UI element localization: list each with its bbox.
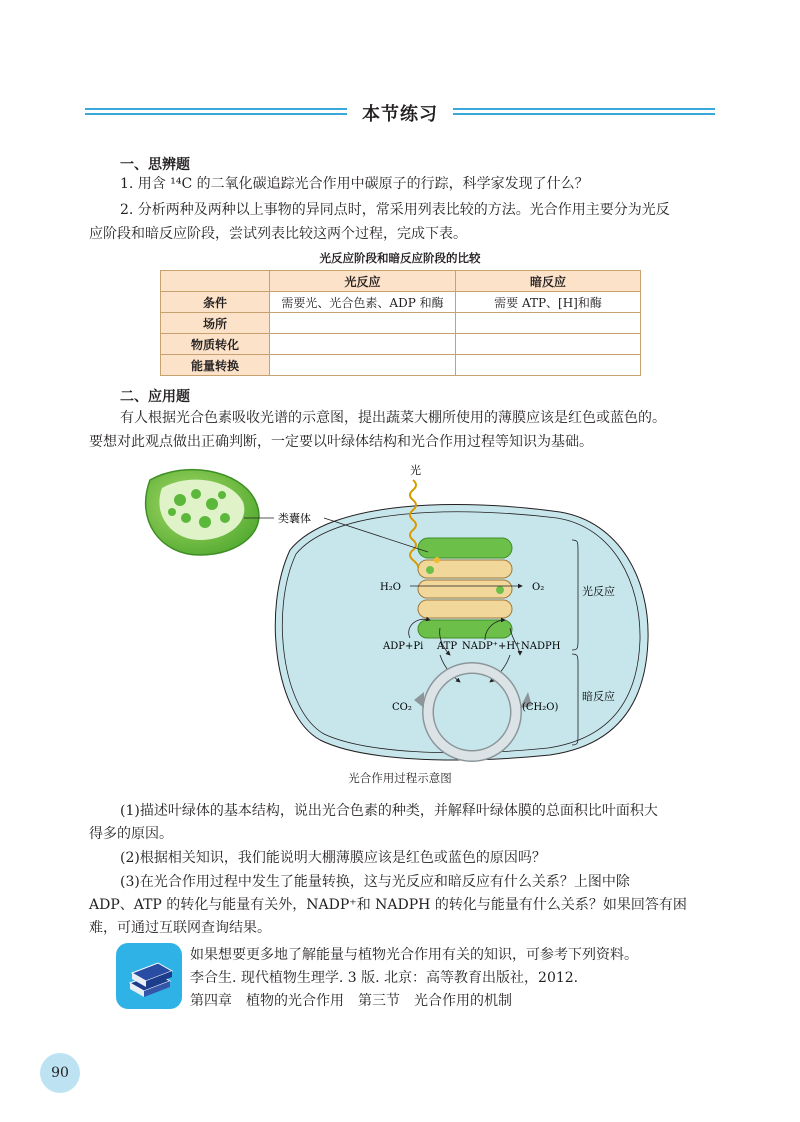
reference-line2: 李合生. 现代植物生理学. 3 版. 北京：高等教育出版社，2012. xyxy=(190,970,579,986)
app-question-3-line1: (3)在光合作用过程中发生了能量转换，这与光反应和暗反应有什么关系？上图中除 xyxy=(120,874,630,890)
page-number: 90 xyxy=(40,1053,80,1093)
label-nadph: NADPH xyxy=(521,641,561,652)
cell-dark xyxy=(456,355,641,376)
comparison-table xyxy=(160,270,641,376)
question-2-line1: 2. 分析两种及两种以上事物的异同点时，常采用列表比较的方法。光合作用主要分为光反 xyxy=(120,202,670,218)
label-thylakoid: 类囊体 xyxy=(278,512,311,525)
part2-intro-line1: 有人根据光合色素吸收光谱的示意图，提出蔬菜大棚所使用的薄膜应该是红色或蓝色的。 xyxy=(120,410,666,426)
label-dark-reaction: 暗反应 xyxy=(582,690,615,703)
part2-heading: 二、应用题 xyxy=(120,389,190,405)
table-header-row xyxy=(161,271,641,292)
table-header-empty xyxy=(161,271,270,292)
label-ch2o: (CH₂O) xyxy=(522,702,559,713)
section-rule-right xyxy=(453,108,715,117)
table-row xyxy=(161,334,641,355)
table-row xyxy=(161,355,641,376)
part1-heading: 一、思辨题 xyxy=(120,157,190,173)
cell-dark: 需要 ATP、[H]和酶 xyxy=(456,292,641,313)
chloroplast-icon xyxy=(146,470,259,555)
cell-dark xyxy=(456,313,641,334)
app-question-3-line3: 难，可通过互联网查询结果。 xyxy=(89,920,271,936)
label-adp-pi: ADP+Pi xyxy=(383,641,424,652)
row-label: 物质转化 xyxy=(161,334,270,355)
row-label: 条件 xyxy=(161,292,270,313)
reference-line1: 如果想要更多地了解能量与植物光合作用有关的知识，可参考下列资料。 xyxy=(190,947,638,963)
part2-intro-line2: 要想对此观点做出正确判断，一定要以叶绿体结构和光合作用过程等知识为基础。 xyxy=(89,434,593,450)
table-row xyxy=(161,313,641,334)
cell-light xyxy=(270,313,456,334)
reference-line3: 第四章 植物的光合作用 第三节 光合作用的机制 xyxy=(190,993,512,1009)
app-question-2: (2)根据相关知识，我们能说明大棚薄膜应该是红色或蓝色的原因吗？ xyxy=(120,850,546,866)
cell-dark xyxy=(456,334,641,355)
table-header-dark: 暗反应 xyxy=(456,271,641,292)
cell-light xyxy=(270,334,456,355)
table-caption: 光反应阶段和暗反应阶段的比较 xyxy=(319,251,481,265)
question-2-line2: 应阶段和暗反应阶段，尝试列表比较这两个过程，完成下表。 xyxy=(89,226,467,242)
light-hit xyxy=(434,557,440,563)
table-row xyxy=(161,292,641,313)
label-atp: ATP xyxy=(437,641,458,652)
cell-light xyxy=(270,355,456,376)
app-question-1-line1: (1)描述叶绿体的基本结构，说出光合色素的种类，并解释叶绿体膜的总面积比叶面积大 xyxy=(120,803,658,819)
label-nadp: NADP⁺+H⁺ xyxy=(462,641,521,652)
label-h2o: H₂O xyxy=(380,582,401,593)
label-light: 光 xyxy=(410,464,421,477)
label-light-reaction: 光反应 xyxy=(582,585,615,598)
row-label: 能量转换 xyxy=(161,355,270,376)
book-icon xyxy=(116,943,182,1009)
table-header-light: 光反应 xyxy=(270,271,456,292)
app-question-1-line2: 得多的原因。 xyxy=(89,826,173,842)
question-1: 1. 用含 ¹⁴C 的二氧化碳追踪光合作用中碳原子的行踪，科学家发现了什么？ xyxy=(120,176,589,192)
label-co2: CO₂ xyxy=(392,702,412,713)
cell-light: 需要光、光合色素、ADP 和酶 xyxy=(270,292,456,313)
photosynthesis-diagram xyxy=(0,460,800,790)
section-title: 本节练习 xyxy=(362,104,438,125)
thylakoid-stack xyxy=(418,538,512,638)
diagram-caption: 光合作用过程示意图 xyxy=(348,771,452,785)
label-o2: O₂ xyxy=(532,582,545,593)
row-label: 场所 xyxy=(161,313,270,334)
app-question-3-line2: ADP、ATP 的转化与能量有关外，NADP⁺和 NADPH 的转化与能量有什么关系？如果回答有困 xyxy=(89,897,687,913)
